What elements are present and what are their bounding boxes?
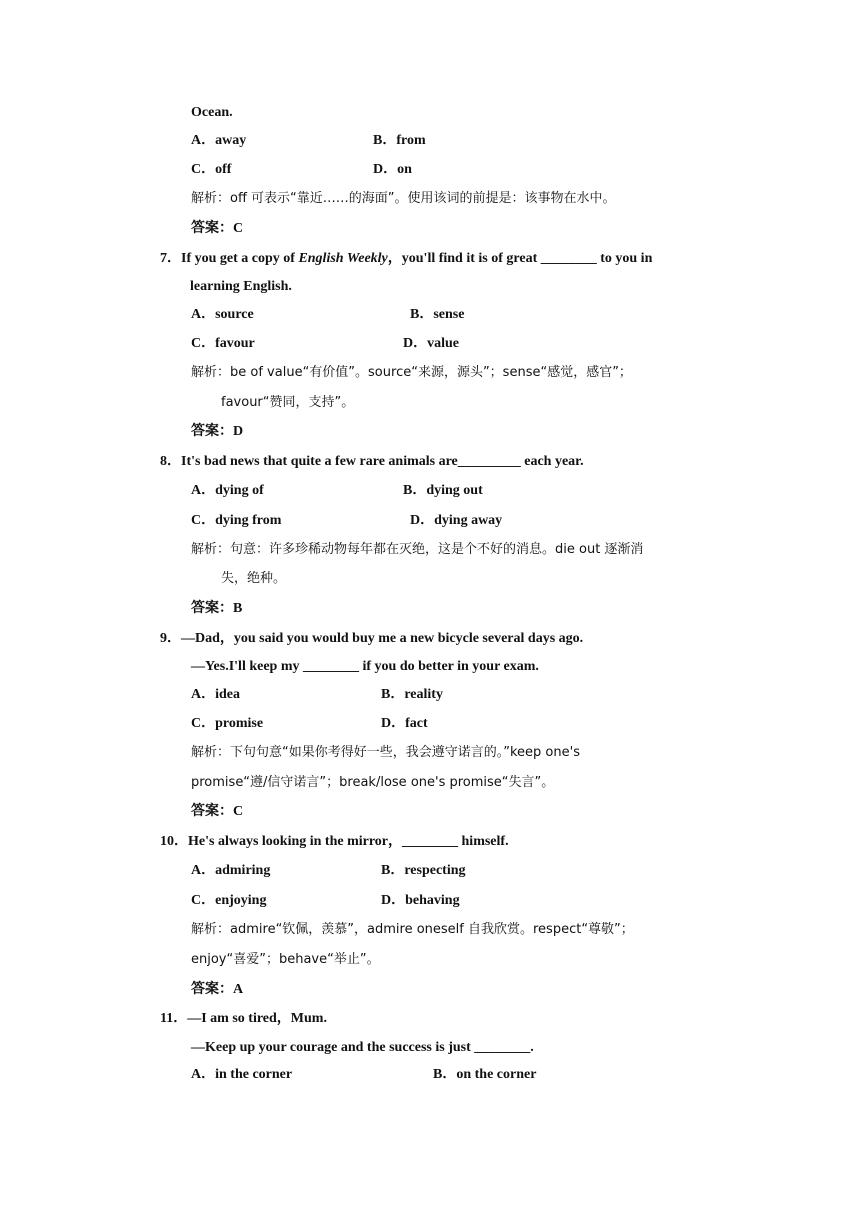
q10-answer: 答案：A	[191, 982, 244, 997]
q7-stem-a: If you get a copy of	[181, 251, 299, 266]
q9-analysis	[191, 744, 580, 762]
q9-answer: 答案：C	[191, 804, 244, 819]
q7-analysis	[191, 364, 632, 382]
q6-option-c: C．off	[191, 162, 232, 177]
q8-answer: 答案：B	[191, 601, 243, 616]
q7-stem-line2: learning English.	[190, 279, 292, 294]
q10-analysis-text: admire“钦佩，羡慕”，admire oneself 自我欣赏。respect“尊敬”；	[230, 922, 634, 937]
q7-option-d: D．value	[403, 336, 459, 351]
q9-analysis-label: 解析：	[191, 745, 231, 760]
q6-option-a: A．away	[191, 133, 247, 148]
q7-stem-b: ，you'll find it is of great ________ to you in	[387, 251, 653, 266]
q8-option-d: D．dying away	[410, 513, 503, 528]
q10-option-d: D．behaving	[381, 893, 460, 908]
q7-stem	[160, 250, 652, 268]
q7-answer: 答案：D	[191, 424, 244, 439]
q8-number: 8．	[160, 454, 181, 469]
q7-option-c: C．favour	[191, 336, 255, 351]
q11-option-b: B．on the corner	[433, 1067, 537, 1082]
q10-number: 10．	[160, 834, 188, 849]
q10-stem	[160, 833, 509, 851]
q10-stem-text: He's always looking in the mirror，________ himself.	[188, 834, 509, 849]
q6-analysis	[191, 190, 616, 208]
q6-analysis-text: off 可表示“靠近……的海面”。使用该词的前提是：该事物在水中。	[230, 191, 616, 206]
q8-option-a: A．dying of	[191, 483, 264, 498]
q10-option-c: C．enjoying	[191, 893, 267, 908]
q6-stem-end: Ocean.	[191, 105, 233, 120]
q7-number: 7．	[160, 251, 181, 266]
q9-analysis-line2: promise“遵/信守诺言”；break/lose one's promise“失言”。	[191, 775, 555, 790]
q11-stem-line1: —I am so tired，Mum.	[187, 1011, 327, 1026]
q8-analysis	[191, 541, 643, 559]
q7-analysis-label: 解析：	[191, 365, 231, 380]
q9-number: 9．	[160, 631, 181, 646]
q6-option-d: D．on	[373, 162, 412, 177]
q7-analysis-line2: favour“赞同，支持”。	[221, 395, 355, 410]
q9-option-a: A．idea	[191, 687, 240, 702]
q9-option-c: C．promise	[191, 716, 264, 731]
q8-stem-text: It's bad news that quite a few rare animals are_________ each year.	[181, 454, 584, 469]
q11-stem	[160, 1010, 327, 1028]
q11-option-a: A．in the corner	[191, 1067, 293, 1082]
q6-option-b: B．from	[373, 133, 426, 148]
q8-analysis-label: 解析：	[191, 542, 231, 557]
q7-option-b: B．sense	[410, 307, 465, 322]
q8-option-b: B．dying out	[403, 483, 483, 498]
q8-analysis-line2: 失，绝种。	[221, 571, 287, 586]
q6-answer: 答案：C	[191, 221, 244, 236]
q10-analysis-line2: enjoy“喜爱”；behave“举止”。	[191, 952, 380, 967]
q11-stem-line2: —Keep up your courage and the success is just ________.	[191, 1040, 534, 1055]
q9-analysis-text: 下句句意“如果你考得好一些，我会遵守诺言的。”keep one's	[230, 745, 580, 760]
q9-stem-line1: —Dad，you said you would buy me a new bicycle several days ago.	[181, 631, 584, 646]
q9-option-d: D．fact	[381, 716, 428, 731]
q9-stem-line2: —Yes.I'll keep my ________ if you do better in your exam.	[191, 659, 539, 674]
q6-analysis-label: 解析：	[191, 191, 231, 206]
q8-analysis-text: 句意：许多珍稀动物每年都在灭绝，这是个不好的消息。die out 逐渐消	[230, 542, 644, 557]
q10-analysis	[191, 921, 634, 939]
q8-stem	[160, 453, 584, 471]
q7-stem-italic: English Weekly	[298, 251, 388, 266]
q9-option-b: B．reality	[381, 687, 443, 702]
q10-analysis-label: 解析：	[191, 922, 231, 937]
q8-option-c: C．dying from	[191, 513, 282, 528]
q11-number: 11．	[160, 1011, 188, 1026]
q7-analysis-text: be of value“有价值”。source“来源，源头”；sense“感觉，感官”；	[230, 365, 632, 380]
q10-option-b: B．respecting	[381, 863, 466, 878]
q7-option-a: A．source	[191, 307, 254, 322]
q9-stem	[160, 630, 583, 648]
q10-option-a: A．admiring	[191, 863, 271, 878]
